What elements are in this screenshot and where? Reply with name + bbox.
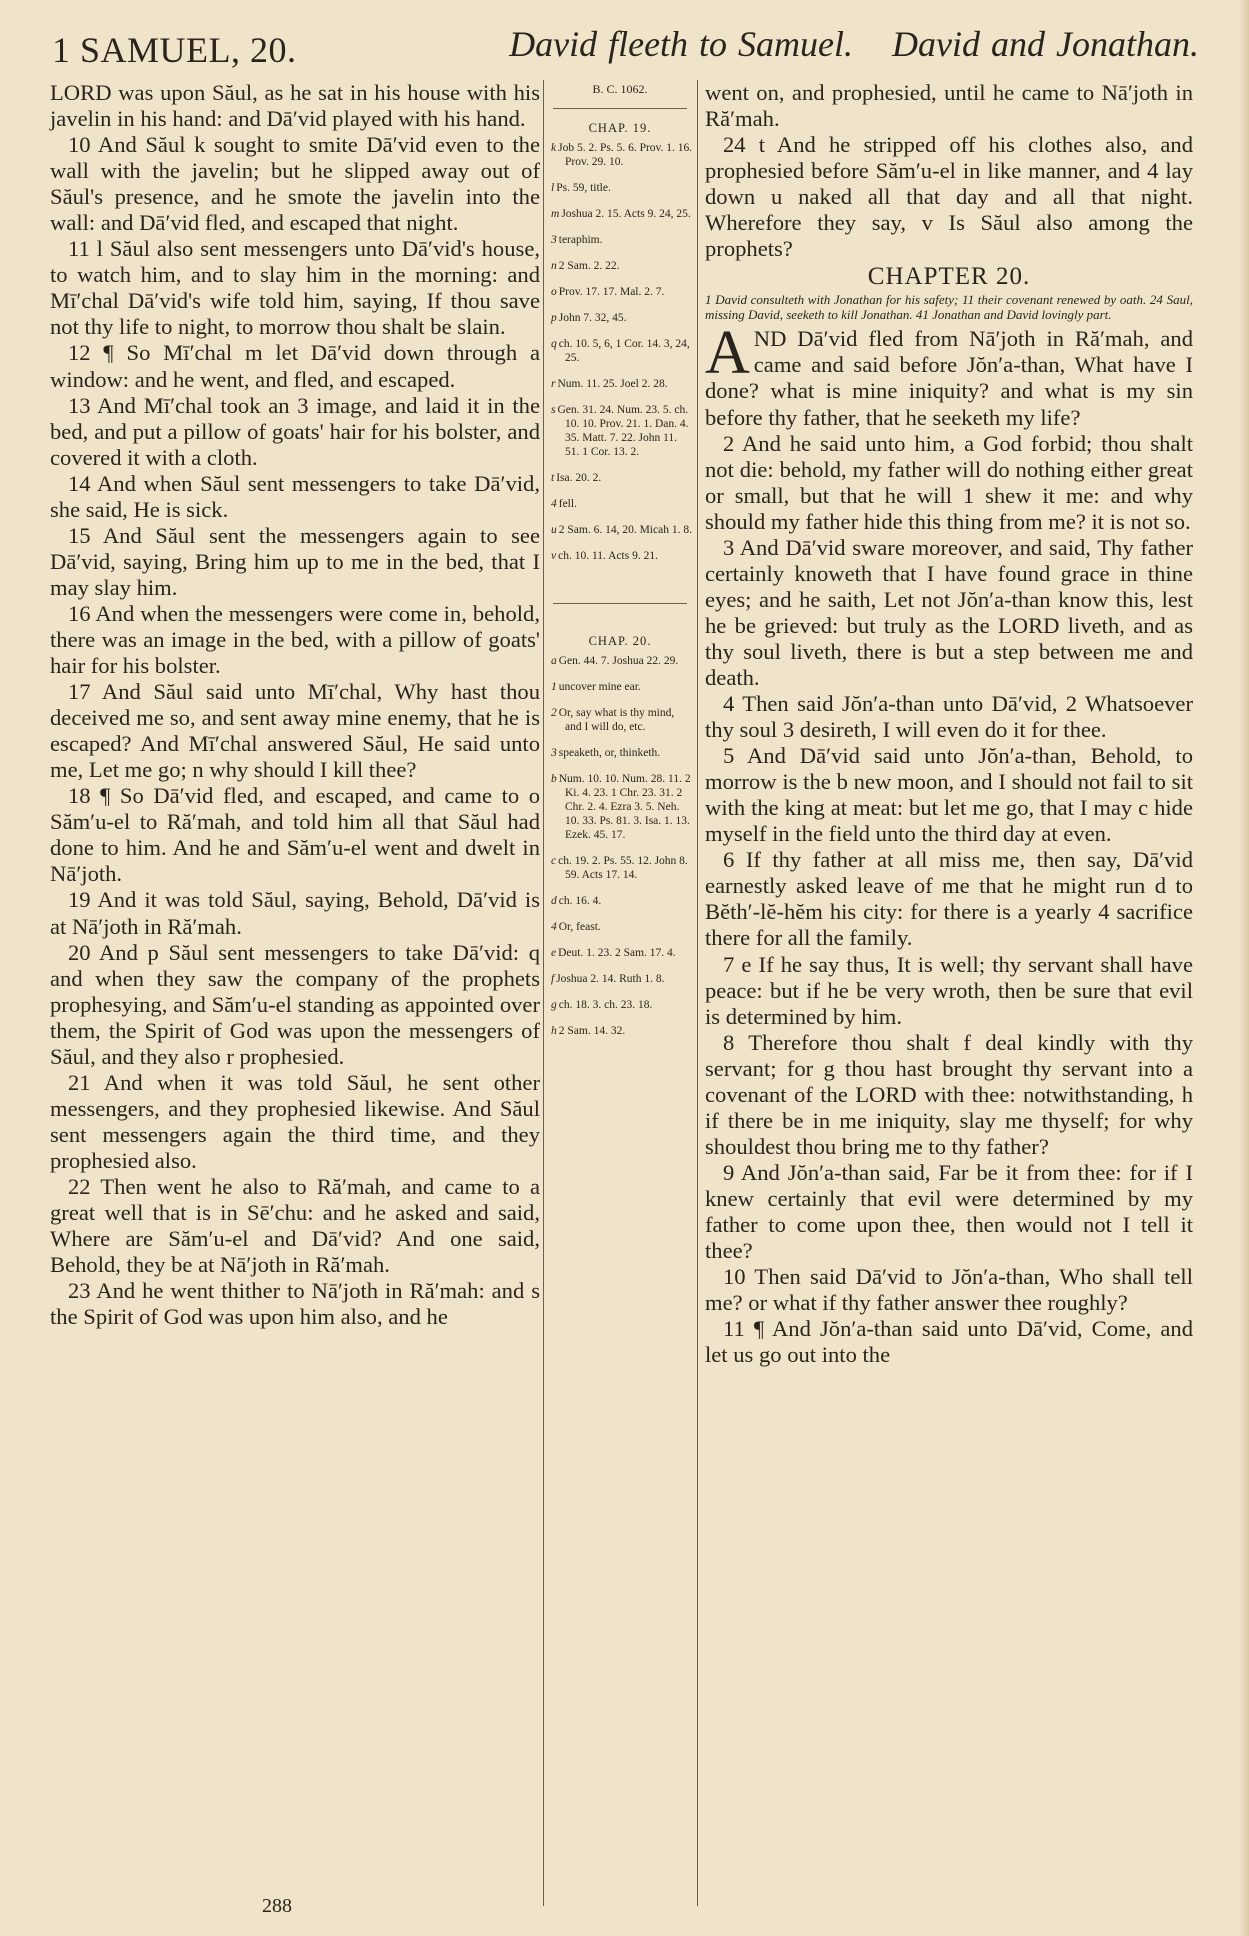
right-text-column [705,80,1193,1368]
margin-ref [551,337,693,365]
verse-text: 10 Then said Dā′vid to Jŏn′a-than, Who shall tell me? or what if thy father answer thee roughly? [705,1264,1193,1316]
verse-text: 23 And he went thither to Nā′joth in Ră′mah: and s the Spirit of God was upon him also, and he [50,1278,540,1330]
margin-ref [551,233,693,247]
margin-rule [553,108,687,109]
verse-text: 12 ¶ So Mī′chal m let Dā′vid down through a window: and he went, and fled, and escaped. [50,340,540,392]
margin-ref [551,403,693,459]
first-verse-text: ND Dā′vid fled from Nā′joth in Ră′mah, and came and said before Jŏn′a-than, What have I done? what is mine iniquity? and what is my sin before thy father, that he seeketh my life? [705,326,1193,430]
ref-marker: b [551,773,557,785]
column-divider-left [543,80,544,1906]
ref-marker: s [551,404,556,416]
verse-text: 21 And when it was told Săul, he sent other messengers, and they prophesied likewise. And Săul sent messengers again the third time, and they prophesied also. [50,1069,540,1173]
column-divider-right [697,80,698,1906]
chapter-20-refs [547,654,693,1038]
verse-text: 5 And Dā′vid said unto Jŏn′a-than, Behold, to morrow is the b new moon, and I should not fail to sit with the king at meat: but let me go, that I may c hide myself in the field unto the third day at even. [705,743,1193,847]
ref-text: John 7. 32, 45. [558,312,627,324]
margin-ref [551,207,693,221]
margin-ref [551,285,693,299]
margin-date: B. C. 1062. [592,82,648,96]
running-header [52,14,1199,74]
ref-marker: o [551,286,557,298]
ref-text: fell. [558,498,577,510]
verse-text: LORD was upon Săul, as he sat in his house with his javelin in his hand: and Dā′vid played with his hand. [50,80,540,132]
verse-text: 15 And Săul sent the messengers again to see Dā′vid, saying, Bring him up to me in the bed, that I may slay him. [50,522,540,600]
ref-marker: d [551,895,557,907]
verse-text: 7 e If he say thus, It is well; thy servant shall have peace: but if he be very wroth, then be sure that evil is determined by him. [705,951,1193,1029]
margin-ref [551,549,693,563]
margin-references [547,80,693,1876]
ref-marker: e [551,947,557,959]
ref-marker: m [551,208,560,220]
page-number: 288 [262,1895,292,1917]
ref-text: ch. 18. 3. ch. 23. 18. [558,999,653,1011]
ref-text: Deut. 1. 23. 2 Sam. 17. 4. [558,947,676,959]
margin-ref [551,894,693,908]
margin-chapter-20: CHAP. 20. [588,634,652,648]
ref-text: ch. 19. 2. Ps. 55. 12. John 8. 59. Acts 17. 14. [558,855,688,881]
ref-marker: 2 [551,707,557,719]
verse-text: 2 And he said unto him, a God forbid; thou shalt not die: behold, my father will do nothing either great or small, but that he will 1 shew it me: and why should my father hide this thing from me? it is not so. [705,430,1193,534]
verse-text: 19 And it was told Săul, saying, Behold, Dā′vid is at Nā′joth in Ră′mah. [50,887,540,939]
ref-marker: u [551,524,557,536]
verse-text: 6 If thy father at all miss me, then say, Dā′vid earnestly asked leave of me that he might run d to Bĕth′-lĕ-hĕm his city: for there is a yearly 4 sacrifice there for all the family. [705,847,1193,951]
first-verse [705,319,1193,430]
margin-ref [551,497,693,511]
verse-text: 18 ¶ So Dā′vid fled, and escaped, and came to o Săm′u-el to Ră′mah, and told him all that Săul had done to him. And he and Săm′u-el went and dwelt in Nā′joth. [50,783,540,887]
verse-text: 14 And when Săul sent messengers to take Dā′vid, she said, He is sick. [50,470,540,522]
verse-text: 8 Therefore thou shalt f deal kindly with thy servant; for g thou hast brought thy servant into a covenant of the LORD with thee: notwithstanding, h if there be in me iniquity, slay me thyself; for why shouldest thou bring me to thy father? [705,1029,1193,1159]
margin-ref [551,746,693,760]
page-edge-shadow [1239,0,1249,1936]
ref-text: Prov. 17. 17. Mal. 2. 7. [558,286,665,298]
ref-marker: k [551,142,557,154]
ref-marker: h [551,1025,557,1037]
ref-marker: 4 [551,921,557,933]
verse-text: 13 And Mī′chal took an 3 image, and laid it in the bed, and put a pillow of goats' hair for his bolster, and covered it with a cloth. [50,392,540,470]
margin-ref [551,998,693,1012]
ref-text: uncover mine ear. [558,681,641,693]
ref-marker: v [551,550,557,562]
ref-marker: 4 [551,498,557,510]
ref-marker: a [551,655,557,667]
ref-text: 2 Sam. 6. 14, 20. Micah 1. 8. [558,524,692,536]
ref-marker: 3 [551,234,557,246]
margin-ref [551,854,693,882]
margin-ref [551,471,693,485]
ref-text: 2 Sam. 14. 32. [558,1025,626,1037]
verse-text: 16 And when the messengers were come in, behold, there was an image in the bed, with a pillow of goats' hair for his bolster. [50,600,540,679]
verse-text: 20 And p Săul sent messengers to take Dā′vid: q and when they saw the company of the prophets prophesying, and Săm′u-el standing as appointed over them, the Spirit of God was upon the messengers of Săul, and they also r prophesied. [50,939,540,1069]
verse-text: 17 And Săul said unto Mī′chal, Why hast thou deceived me so, and sent away mine enemy, that he is escaped? And Mī′chal answered Săul, He said unto me, Let me go; n why should I kill thee? [50,679,540,783]
ref-marker: n [551,260,557,272]
verse-text: 9 And Jŏn′a-than said, Far be it from thee: for if I knew certainly that evil were determined by my father to come upon thee, then would not I tell it thee? [705,1159,1193,1264]
margin-ref [551,259,693,273]
margin-ref [551,141,693,169]
subtitle-left: David fleeth to Samuel. [509,24,854,64]
verse-text: 22 Then went he also to Ră′mah, and came to a great well that is in Sē′chu: and he asked and said, Where are Săm′u-el and Dā′vid? And one said, Behold, they be at Nā′joth in Ră′mah. [50,1173,540,1278]
ref-text: Joshua 2. 15. Acts 9. 24, 25. [561,208,691,220]
ref-text: ch. 10. 11. Acts 9. 21. [558,550,658,562]
ref-text: teraphim. [558,234,603,246]
ref-marker: r [551,378,556,390]
ref-marker: 1 [551,681,557,693]
book-chapter-title: 1 SAMUEL, 20. [52,30,297,70]
margin-ref [551,972,693,986]
margin-ref [551,311,693,325]
running-subtitles [481,20,1199,68]
margin-ref [551,680,693,694]
ref-text: Num. 11. 25. Joel 2. 28. [557,378,668,390]
ref-text: ch. 10. 5, 6, 1 Cor. 14. 3, 24, 25. [558,338,690,364]
ref-text: ch. 16. 4. [558,895,602,907]
margin-ref [551,772,693,842]
ref-text: Gen. 31. 24. Num. 23. 5. ch. 10. 10. Prov. 21. 1. Dan. 4. 35. Matt. 7. 22. John 11. 51. 1 Cor. 13. 2. [557,404,689,458]
margin-ref [551,946,693,960]
ref-marker: g [551,999,557,1011]
margin-ref [551,181,693,195]
ref-marker: l [551,182,555,194]
verse-text: 3 And Dā′vid sware moreover, and said, Thy father certainly knoweth that I have found grace in thine eyes; and he saith, Let not Jŏn′a-than know this, lest he be grieved: but truly as the LORD liveth, and as thy soul liveth, there is but a step between me and death. [705,534,1193,690]
ref-text: Or, feast. [558,921,601,933]
verse-text: went on, and prophesied, until he came to Nā′joth in Ră′mah. [705,80,1193,132]
subtitle-right: David and Jonathan. [892,24,1199,64]
ref-marker: 3 [551,747,557,759]
margin-ref [551,706,693,734]
margin-ref [551,654,693,668]
verse-text: 11 ¶ And Jŏn′a-than said unto Dā′vid, Come, and let us go out into the [705,1316,1193,1368]
margin-ref [551,377,693,391]
verse-text: 10 And Săul k sought to smite Dā′vid even to the wall with the javelin; but he slipped away out of Săul's presence, and he smote the javelin into the wall: and Dā′vid fled, and escaped that night. [50,132,540,236]
ref-text: Or, say what is thy mind, and I will do, etc. [558,707,675,733]
drop-cap: A [705,319,750,388]
ref-marker: f [551,973,555,985]
verse-text: 24 t And he stripped off his clothes also, and prophesied before Săm′u-el in like manner, and 4 lay down u naked all that day and all that night. Wherefore they say, v Is Săul also among the prophets? [705,132,1193,262]
ref-text: 2 Sam. 2. 22. [558,260,620,272]
margin-ref [551,1024,693,1038]
ref-marker: q [551,338,557,350]
ref-marker: c [551,855,557,867]
chapter-19-refs [547,141,693,563]
chapter-summary: 1 David consulteth with Jonathan for his safety; 11 their covenant renewed by oath. 24 Saul, missing David, seeketh to kill Jonathan. 41 Jonathan and David lovingly part. [705,292,1193,323]
ref-text: speaketh, or, thinketh. [558,747,661,759]
margin-chapter-19: CHAP. 19. [588,121,652,135]
ref-marker: t [551,472,555,484]
ref-text: Gen. 44. 7. Joshua 22. 29. [558,655,679,667]
ref-text: Isa. 20. 2. [556,472,602,484]
chapter-heading: CHAPTER 20. [867,263,1031,291]
ref-text: Joshua 2. 14. Ruth 1. 8. [556,973,665,985]
verse-text: 11 l Săul also sent messengers unto Dā′vid's house, to watch him, and to slay him in the morning: and Mī′chal Dā′vid's wife told him, saying, If thou save not thy life to night, to morrow thou shalt be slain. [50,236,540,340]
ref-marker: p [551,312,557,324]
ref-text: Job 5. 2. Ps. 5. 6. Prov. 1. 16. Prov. 29. 10. [558,142,693,168]
left-text-column [50,80,540,1330]
verse-text: 4 Then said Jŏn′a-than unto Dā′vid, 2 Whatsoever thy soul 3 desireth, I will even do it for thee. [705,691,1193,743]
margin-ref [551,920,693,934]
margin-ref [551,523,693,537]
ref-text: Num. 10. 10. Num. 28. 11. 2 Ki. 4. 23. 1 Chr. 23. 31. 2 Chr. 2. 4. Ezra 3. 5. Neh. 10. 33. Ps. 81. 3. Isa. 1. 13. Ezek. 45. 17. [558,773,691,841]
ref-text: Ps. 59, title. [556,182,611,194]
margin-rule [553,603,687,604]
